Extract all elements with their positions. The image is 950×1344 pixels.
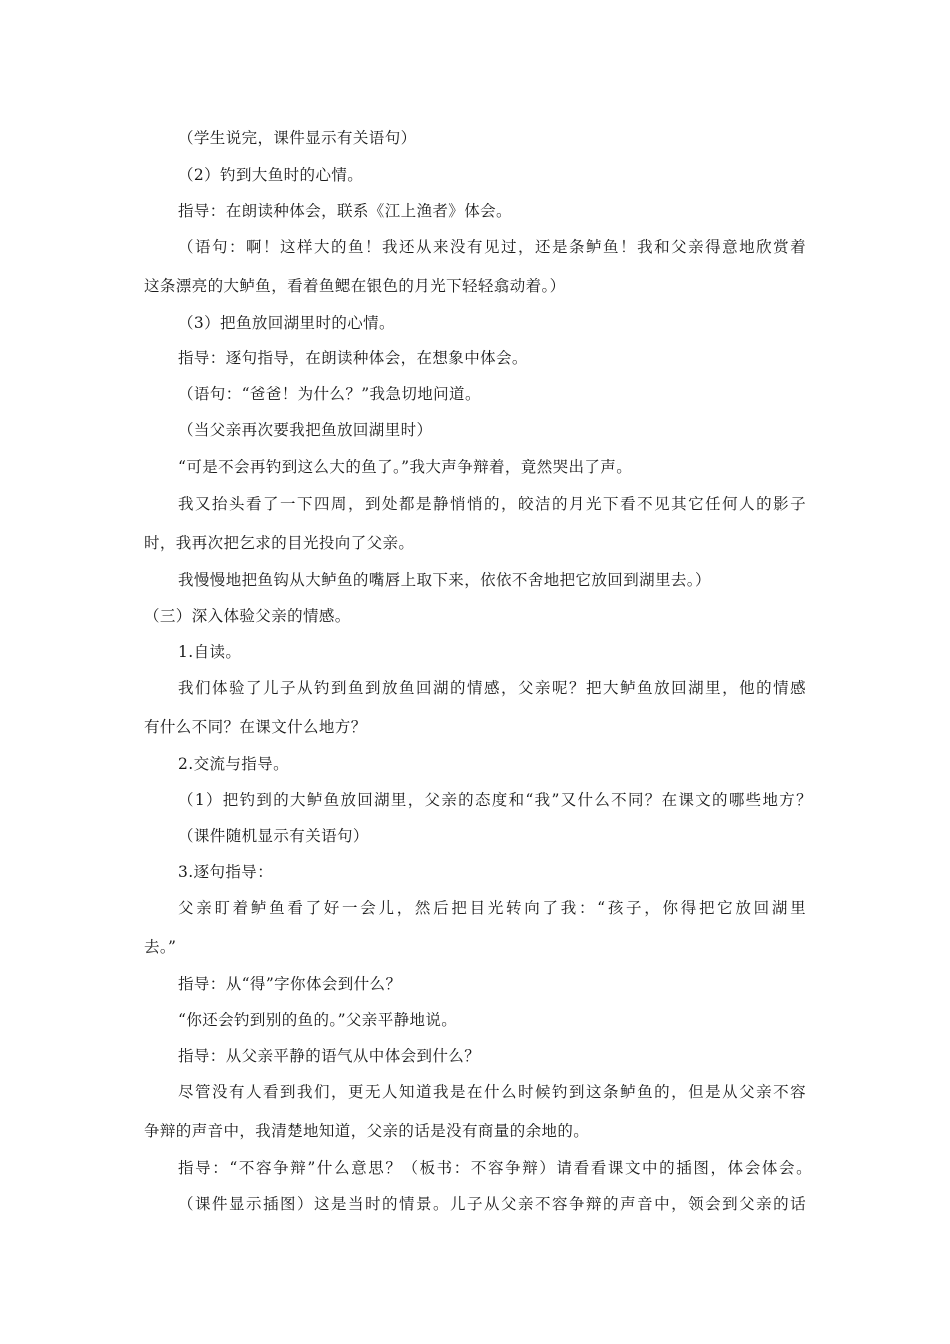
text-line: 尽管没有人看到我们，更无人知道我是在什么时候钓到这条鲈鱼的，但是从父亲不容	[178, 1083, 806, 1101]
text-line: （学生说完，课件显示有关语句）	[178, 129, 417, 147]
text-line: 我们体验了儿子从钓到鱼到放鱼回湖的情感，父亲呢？把大鲈鱼放回湖里，他的情感	[178, 679, 806, 697]
text-line: 父亲盯着鲈鱼看了好一会儿，然后把目光转向了我：“孩子，你得把它放回湖里	[178, 899, 806, 917]
text-line: 去。”	[144, 938, 177, 956]
text-line: 2.交流与指导。	[178, 755, 289, 773]
text-line: 时，我再次把乞求的目光投向了父亲。	[144, 534, 415, 552]
text-line: 我又抬头看了一下四周，到处都是静悄悄的，皎洁的月光下看不见其它任何人的影子	[178, 495, 806, 513]
text-line: （课件显示插图）这是当时的情景。儿子从父亲不容争辩的声音中，领会到父亲的话	[178, 1195, 806, 1213]
text-line: “你还会钓到别的鱼的。”父亲平静地说。	[178, 1011, 458, 1029]
text-line: “可是不会再钓到这么大的鱼了。”我大声争辩着，竟然哭出了声。	[178, 458, 633, 476]
text-line: 指导：从“得”字你体会到什么？	[178, 975, 402, 993]
text-line: 指导：逐句指导，在朗读种体会，在想象中体会。	[178, 349, 528, 367]
text-line: （语句：“爸爸！为什么？”我急切地问道。	[178, 385, 481, 403]
text-line: （1）把钓到的大鲈鱼放回湖里，父亲的态度和“我”又什么不同？在课文的哪些地方？	[178, 791, 812, 809]
text-line: 1.自读。	[178, 643, 242, 661]
section-heading: （三）深入体验父亲的情感。	[144, 607, 351, 625]
text-line: （语句：啊！这样大的鱼！我还从来没有见过，还是条鲈鱼！我和父亲得意地欣赏着	[178, 238, 806, 256]
text-line: （当父亲再次要我把鱼放回湖里时）	[178, 421, 433, 439]
text-line: 指导：“不容争辩”什么意思？（板书：不容争辩）请看看课文中的插图，体会体会。	[178, 1159, 812, 1177]
text-line: （课件随机显示有关语句）	[178, 827, 369, 845]
text-line: 指导：从父亲平静的语气从中体会到什么？	[178, 1047, 481, 1065]
text-line: （2）钓到大鱼时的心情。	[178, 166, 364, 184]
text-line: 3.逐句指导：	[178, 863, 274, 881]
text-line: 指导：在朗读种体会，联系《江上渔者》体会。	[178, 202, 512, 220]
text-line: 争辩的声音中，我清楚地知道，父亲的话是没有商量的余地的。	[144, 1122, 590, 1140]
text-line: 这条漂亮的大鲈鱼，看着鱼鳃在银色的月光下轻轻翕动着。）	[144, 277, 566, 295]
text-line: 有什么不同？在课文什么地方？	[144, 718, 367, 736]
text-line: 我慢慢地把鱼钩从大鲈鱼的嘴唇上取下来，依依不舍地把它放回到湖里去。）	[178, 571, 711, 589]
text-line: （3）把鱼放回湖里时的心情。	[178, 314, 395, 332]
